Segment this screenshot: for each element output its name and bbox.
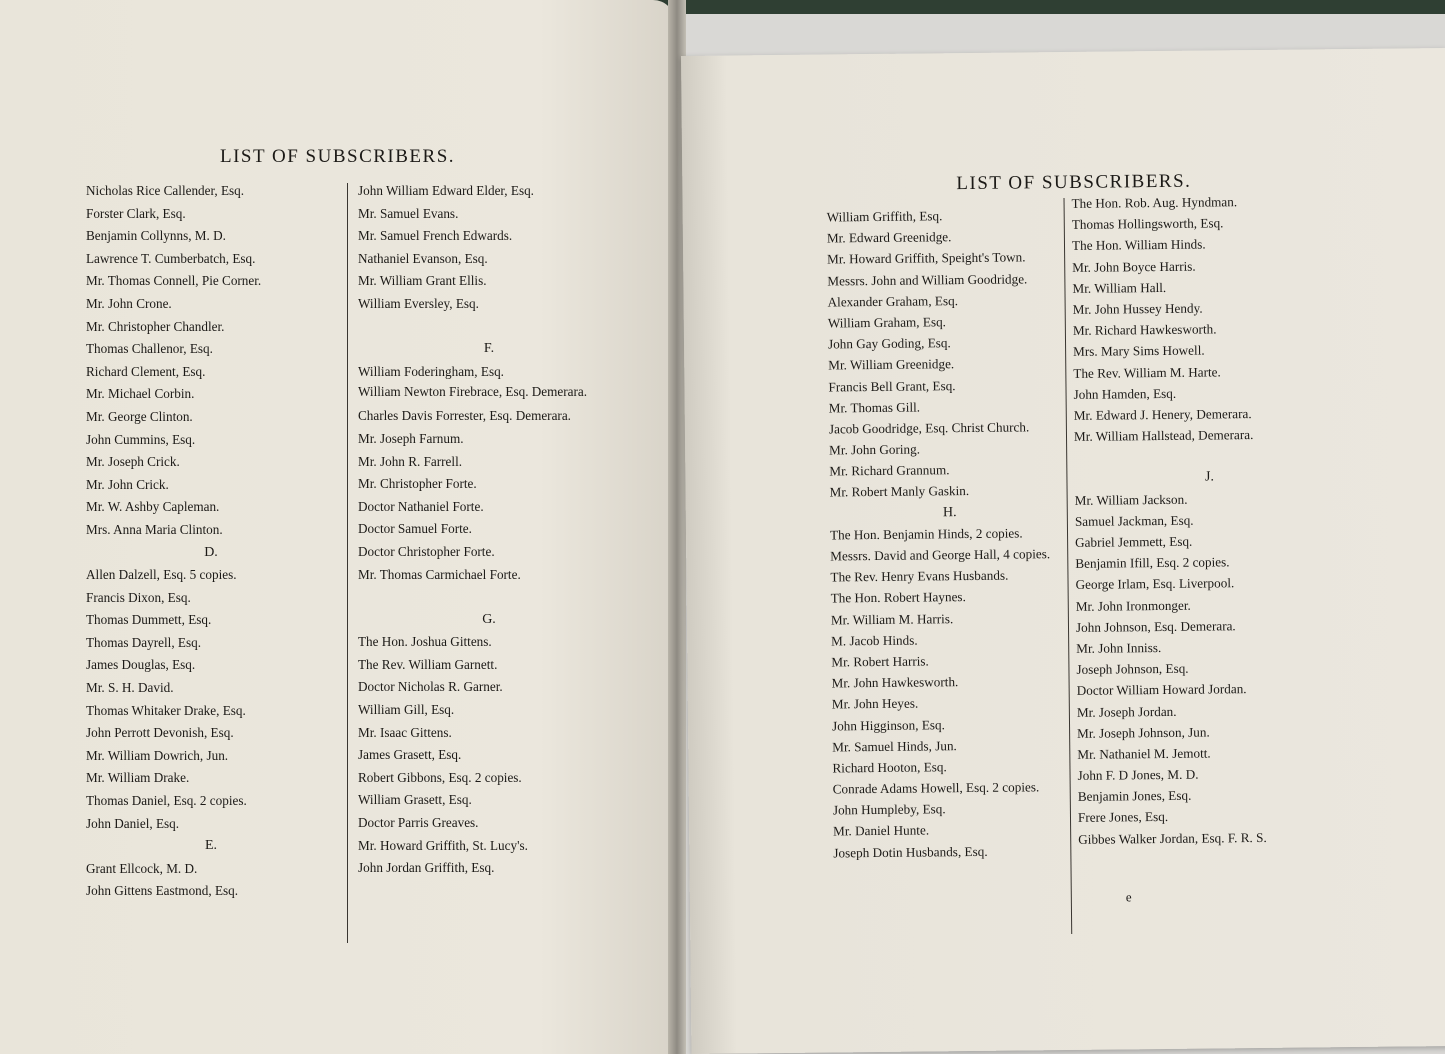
subscriber-entry: Mr. Howard Griffith, Speight's Town. bbox=[827, 249, 1026, 267]
subscriber-entry: Mr. Christopher Forte. bbox=[358, 476, 477, 492]
subscriber-entry: Doctor Nathaniel Forte. bbox=[358, 498, 484, 514]
subscriber-entry: Mr. John Heyes. bbox=[831, 695, 919, 712]
subscriber-entry: Benjamin Ifill, Esq. 2 copies. bbox=[1075, 554, 1230, 572]
subscriber-entry: Mr. Isaac Gittens. bbox=[358, 724, 452, 740]
subscriber-entry: John Jordan Griffith, Esq. bbox=[358, 860, 495, 876]
subscriber-entry: John Gay Goding, Esq. bbox=[827, 335, 951, 352]
section-letter bbox=[1074, 444, 1344, 468]
subscriber-entry: Lawrence T. Cumberbatch, Esq. bbox=[86, 250, 256, 266]
section-letter bbox=[358, 316, 620, 339]
subscriber-entry: John Hamden, Esq. bbox=[1073, 385, 1177, 402]
subscriber-entry: The Hon. Robert Haynes. bbox=[830, 589, 966, 606]
subscriber-entry: Benjamin Collynns, M. D. bbox=[86, 228, 226, 244]
subscriber-entry: George Irlam, Esq. Liverpool. bbox=[1075, 575, 1235, 593]
subscriber-entry: Grant Ellcock, M. D. bbox=[86, 860, 198, 876]
subscriber-entry: Mr. Robert Harris. bbox=[831, 653, 929, 670]
subscriber-entry: Mr. William Dowrich, Jun. bbox=[86, 747, 229, 763]
subscriber-entry: Thomas Dayrell, Esq. bbox=[86, 634, 201, 650]
subscriber-entry: Mr. William M. Harris. bbox=[830, 610, 954, 628]
subscriber-entry: Mr. William Grant Ellis. bbox=[358, 273, 487, 289]
right-page-title: LIST OF SUBSCRIBERS. bbox=[956, 170, 1192, 195]
subscriber-entry: Mr. William Hallstead, Demerara. bbox=[1073, 427, 1254, 444]
subscriber-entry: Joseph Johnson, Esq. bbox=[1076, 660, 1189, 678]
subscriber-entry: Mr. John Ironmonger. bbox=[1075, 597, 1191, 614]
subscriber-entry: John Humpleby, Esq. bbox=[832, 801, 946, 818]
subscriber-entry: Francis Bell Grant, Esq. bbox=[828, 377, 956, 394]
subscriber-entry: The Rev. William M. Harte. bbox=[1073, 363, 1221, 381]
subscriber-entry: Francis Dixon, Esq. bbox=[86, 589, 191, 605]
subscriber-entry: Doctor Samuel Forte. bbox=[358, 521, 472, 537]
subscriber-entry: Robert Gibbons, Esq. 2 copies. bbox=[358, 769, 522, 785]
subscriber-entry: Mr. Samuel French Edwards. bbox=[358, 228, 513, 244]
left-column-2 bbox=[358, 180, 620, 880]
subscriber-entry: James Grasett, Esq. bbox=[358, 747, 462, 763]
subscriber-entry: John Johnson, Esq. Demerara. bbox=[1075, 617, 1236, 635]
subscriber-entry: Mr. John Inniss. bbox=[1076, 639, 1162, 656]
subscriber-entry: Mr. John Goring. bbox=[829, 441, 921, 458]
subscriber-entry: The Hon. Rob. Aug. Hyndman. bbox=[1071, 194, 1238, 211]
subscriber-entry: Benjamin Jones, Esq. bbox=[1077, 787, 1192, 805]
subscriber-entry: Mrs. Anna Maria Clinton. bbox=[86, 521, 223, 537]
section-letter: J. bbox=[1204, 469, 1214, 485]
subscriber-entry: Mr. Christopher Chandler. bbox=[86, 318, 225, 334]
section-letter: G. bbox=[482, 611, 496, 627]
subscriber-entry: The Rev. Henry Evans Husbands. bbox=[830, 567, 1009, 585]
subscriber-entry: William Gill, Esq. bbox=[358, 702, 455, 718]
left-column-1 bbox=[86, 180, 336, 903]
subscriber-entry: James Douglas, Esq. bbox=[86, 657, 196, 673]
right-page bbox=[681, 48, 1445, 1054]
column-divider bbox=[347, 183, 348, 943]
subscriber-entry: Alexander Graham, Esq. bbox=[827, 292, 959, 310]
subscriber-entry: Mr. Richard Grannum. bbox=[829, 462, 950, 479]
subscriber-entry: Thomas Dummett, Esq. bbox=[86, 612, 212, 628]
subscriber-entry: William Graham, Esq. bbox=[827, 314, 947, 331]
subscriber-entry: Doctor William Howard Jordan. bbox=[1076, 681, 1247, 699]
subscriber-entry: Thomas Hollingsworth, Esq. bbox=[1071, 215, 1224, 233]
subscriber-entry: John Perrott Devonish, Esq. bbox=[86, 725, 234, 741]
subscriber-entry: Mr. George Clinton. bbox=[86, 408, 193, 424]
subscriber-entry: Mr. William Jackson. bbox=[1074, 491, 1188, 508]
subscriber-entry: Mr. Howard Griffith, St. Lucy's. bbox=[358, 837, 528, 853]
subscriber-entry: Mr. John Crone. bbox=[86, 295, 172, 311]
section-letter: H. bbox=[942, 504, 957, 520]
section-letter: D. bbox=[204, 544, 218, 560]
subscriber-entry: Charles Davis Forrester, Esq. Demerara. bbox=[358, 408, 571, 424]
subscriber-entry: Mr. John Hawkesworth. bbox=[831, 674, 959, 691]
subscriber-entry: Mr. Thomas Connell, Pie Corner. bbox=[86, 273, 262, 289]
right-column-1 bbox=[827, 204, 1074, 863]
subscriber-entry: Thomas Whitaker Drake, Esq. bbox=[86, 702, 246, 718]
subscriber-entry: Mr. W. Ashby Capleman. bbox=[86, 499, 220, 515]
subscriber-entry: Gibbes Walker Jordan, Esq. F. R. S. bbox=[1078, 829, 1267, 847]
left-page bbox=[0, 0, 675, 1054]
subscriber-entry: The Hon. William Hinds. bbox=[1071, 236, 1206, 254]
subscriber-entry: William Griffith, Esq. bbox=[826, 208, 943, 225]
subscriber-entry: M. Jacob Hinds. bbox=[831, 632, 918, 649]
subscriber-entry: Mr. Joseph Crick. bbox=[86, 454, 180, 470]
subscriber-entry: Doctor Parris Greaves. bbox=[358, 815, 479, 831]
subscriber-entry: William Newton Firebrace, Esq. Demerara. bbox=[358, 384, 588, 400]
subscriber-entry: The Rev. William Garnett. bbox=[358, 656, 498, 672]
subscriber-entry: Mr. William Hall. bbox=[1072, 279, 1167, 296]
section-letter: F. bbox=[483, 341, 495, 357]
subscriber-entry: Mr. John Boyce Harris. bbox=[1072, 258, 1196, 275]
subscriber-entry: Mr. Nathaniel M. Jemott. bbox=[1077, 745, 1211, 762]
subscriber-entry: The Hon. Joshua Gittens. bbox=[358, 634, 492, 650]
subscriber-entry: John F. D Jones, M. D. bbox=[1077, 766, 1199, 783]
subscriber-entry: Mrs. Mary Sims Howell. bbox=[1073, 342, 1205, 360]
subscriber-entry: Mr. Samuel Hinds, Jun. bbox=[832, 737, 957, 755]
subscriber-entry: The Hon. Benjamin Hinds, 2 copies. bbox=[829, 525, 1023, 543]
subscriber-entry: William Eversley, Esq. bbox=[358, 295, 479, 311]
subscriber-entry: William Foderingham, Esq. bbox=[358, 363, 504, 379]
subscriber-entry: Messrs. John and William Goodridge. bbox=[827, 270, 1028, 289]
subscriber-entry: Mr. John Hussey Hendy. bbox=[1072, 300, 1203, 317]
subscriber-entry: Thomas Daniel, Esq. 2 copies. bbox=[86, 793, 247, 809]
subscriber-entry: Mr. John Crick. bbox=[86, 476, 169, 492]
subscriber-entry: Gabriel Jemmett, Esq. bbox=[1075, 533, 1193, 550]
subscriber-entry: John Gittens Eastmond, Esq. bbox=[86, 883, 239, 899]
subscriber-entry: John Cummins, Esq. bbox=[86, 431, 196, 447]
subscriber-entry: Conrade Adams Howell, Esq. 2 copies. bbox=[832, 779, 1040, 797]
right-column-2 bbox=[1071, 190, 1348, 850]
subscriber-entry: Samuel Jackman, Esq. bbox=[1074, 512, 1194, 529]
subscriber-entry: Mr. Joseph Johnson, Jun. bbox=[1077, 724, 1210, 741]
subscriber-entry: Mr. Robert Manly Gaskin. bbox=[829, 483, 970, 500]
subscriber-entry: Mr. John R. Farrell. bbox=[358, 453, 463, 469]
subscriber-entry: Mr. Thomas Gill. bbox=[828, 399, 921, 416]
subscriber-entry: Mr. William Drake. bbox=[86, 770, 190, 786]
subscriber-entry: John William Edward Elder, Esq. bbox=[358, 183, 534, 198]
subscriber-entry: Mr. Michael Corbin. bbox=[86, 386, 195, 402]
subscriber-entry: Mr. Edward J. Henery, Demerara. bbox=[1073, 405, 1252, 423]
subscriber-entry: Frere Jones, Esq. bbox=[1077, 809, 1169, 826]
subscriber-entry: Messrs. David and George Hall, 4 copies. bbox=[830, 546, 1051, 564]
subscriber-entry: Joseph Dotin Husbands, Esq. bbox=[833, 843, 988, 861]
subscriber-entry: Forster Clark, Esq. bbox=[86, 205, 186, 221]
subscriber-entry: Richard Hooton, Esq. bbox=[832, 759, 947, 776]
section-letter: E. bbox=[204, 838, 218, 854]
subscriber-entry: Thomas Challenor, Esq. bbox=[86, 341, 213, 357]
subscriber-entry: Mr. Joseph Farnum. bbox=[358, 430, 464, 446]
subscriber-entry: Allen Dalzell, Esq. 5 copies. bbox=[86, 567, 237, 583]
subscriber-entry: Mr. Thomas Carmichael Forte. bbox=[358, 566, 521, 582]
subscriber-entry: Jacob Goodridge, Esq. Christ Church. bbox=[828, 419, 1030, 437]
subscriber-entry: Nicholas Rice Callender, Esq. bbox=[86, 183, 245, 198]
subscriber-entry: Doctor Christopher Forte. bbox=[358, 543, 495, 559]
subscriber-entry: Mr. Daniel Hunte. bbox=[833, 822, 930, 839]
subscriber-entry: Mr. Richard Hawkesworth. bbox=[1072, 321, 1217, 339]
subscriber-entry: John Daniel, Esq. bbox=[86, 815, 180, 831]
subscriber-entry: Mr. Joseph Jordan. bbox=[1076, 703, 1177, 720]
section-letter bbox=[358, 586, 620, 609]
subscriber-entry: Mr. S. H. David. bbox=[86, 680, 174, 696]
subscriber-entry: William Grasett, Esq. bbox=[358, 792, 472, 808]
subscriber-entry: John Higginson, Esq. bbox=[831, 716, 945, 733]
subscriber-entry: Doctor Nicholas R. Garner. bbox=[358, 679, 503, 695]
subscriber-entry: Richard Clement, Esq. bbox=[86, 363, 206, 379]
signature-mark: e bbox=[1125, 889, 1132, 905]
left-page-title: LIST OF SUBSCRIBERS. bbox=[220, 146, 456, 167]
subscriber-entry: Mr. William Greenidge. bbox=[828, 356, 955, 373]
subscriber-entry: Nathaniel Evanson, Esq. bbox=[358, 250, 488, 266]
subscriber-entry: Mr. Edward Greenidge. bbox=[826, 229, 952, 246]
subscriber-entry: Mr. Samuel Evans. bbox=[358, 205, 459, 221]
